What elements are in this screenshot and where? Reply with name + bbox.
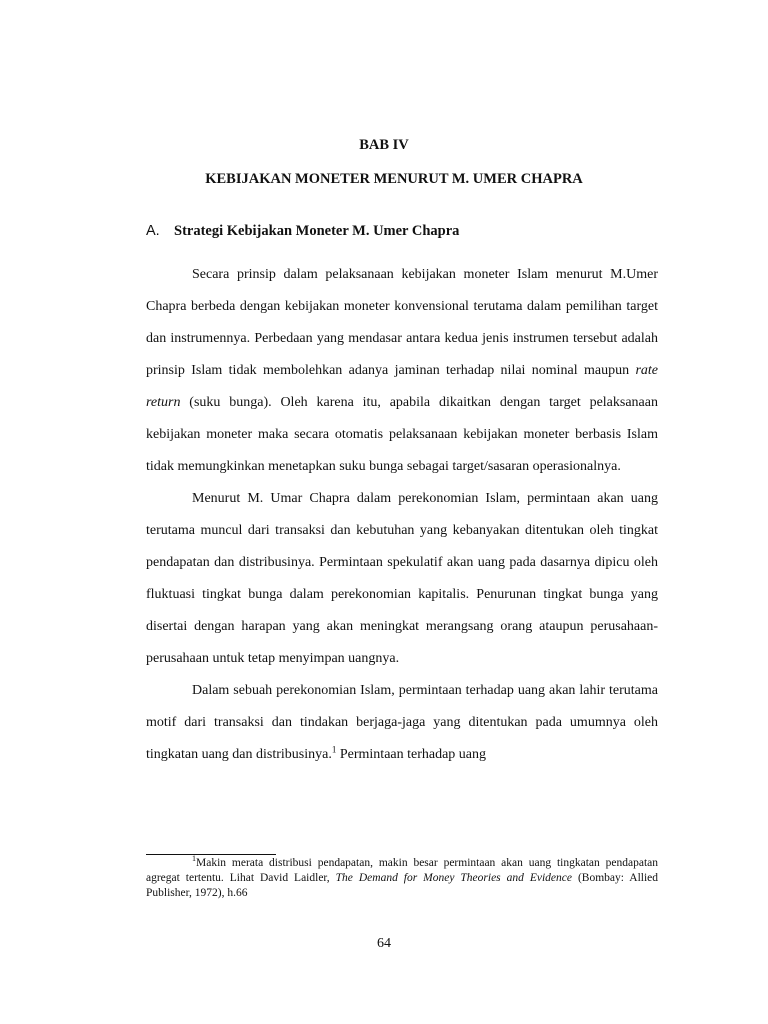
paragraph-3-text-b: Permintaan terhadap uang <box>336 747 487 762</box>
footnote-divider <box>146 854 276 855</box>
paragraph-3-text-a: Dalam sebuah perekonomian Islam, permintaan terhadap uang akan lahir terutama motif dari transaksi dan tindakan berjaga-jaga yang ditentukan pada umumnya oleh tingkatan uang dan distribusinya. <box>146 683 658 762</box>
paragraph-2: Menurut M. Umar Chapra dalam perekonomian Islam, permintaan akan uang terutama muncul dari transaksi dan kebutuhan yang kebanyakan ditentukan oleh tingkat pendapatan dan distribusinya. Permintaan spekulatif akan uang pada dasarnya dipicu oleh fluktuasi tingkat bunga dalam perekonomian kapitalis. Penurunan tingkat bunga yang disertai dengan harapan yang akan meningkat merangsang orang ataupun perusahaan-perusahaan untuk tetap menyimpan uangnya. <box>146 491 658 666</box>
section-letter: A. <box>146 223 160 239</box>
chapter-label: BAB IV <box>359 137 409 153</box>
footnote-text-a: Makin merata distribusi pendapatan, makin besar permintaan akan uang tingkatan pendapatan agregat tertentu. Lihat David Laidler, <box>146 857 658 884</box>
paragraph-3 <box>146 675 658 771</box>
section-heading <box>146 223 459 240</box>
section-title: Strategi Kebijakan Moneter M. Umer Chapra <box>174 223 460 239</box>
paragraph-1 <box>146 259 658 483</box>
page-number: 64 <box>377 936 391 951</box>
paragraph-1-text-a: Secara prinsip dalam pelaksanaan kebijakan moneter Islam menurut M.Umer Chapra berbeda dengan kebijakan moneter konvensional terutama dalam pemilihan target dan instrumennya. Perbedaan yang mendasar antara kedua jenis instrumen tersebut adalah prinsip Islam tidak membolehkan adanya jaminan terhadap nilai nominal maupun <box>146 267 658 378</box>
footnote-text-b: (Bombay: Allied Publisher, 1972), h.66 <box>146 872 659 899</box>
footnote <box>146 856 658 901</box>
book-title: The Demand for Money Theories and Evidence <box>335 872 572 884</box>
chapter-title: KEBIJAKAN MONETER MENURUT M. UMER CHAPRA <box>205 171 583 187</box>
footnote-reference: 1 <box>331 744 337 755</box>
rate-return-term: rate return <box>146 363 658 410</box>
paragraph-1-text-b: (suku bunga). Oleh karena itu, apabila dikaitkan dengan target pelaksanaan kebijakan moneter maka secara otomatis pelaksanaan kebijakan moneter berbasis Islam tidak memungkinkan menetapkan suku bunga sebagai target/sasaran operasionalnya. <box>146 395 658 474</box>
footnote-number: 1 <box>192 854 196 864</box>
body-text <box>146 259 658 771</box>
